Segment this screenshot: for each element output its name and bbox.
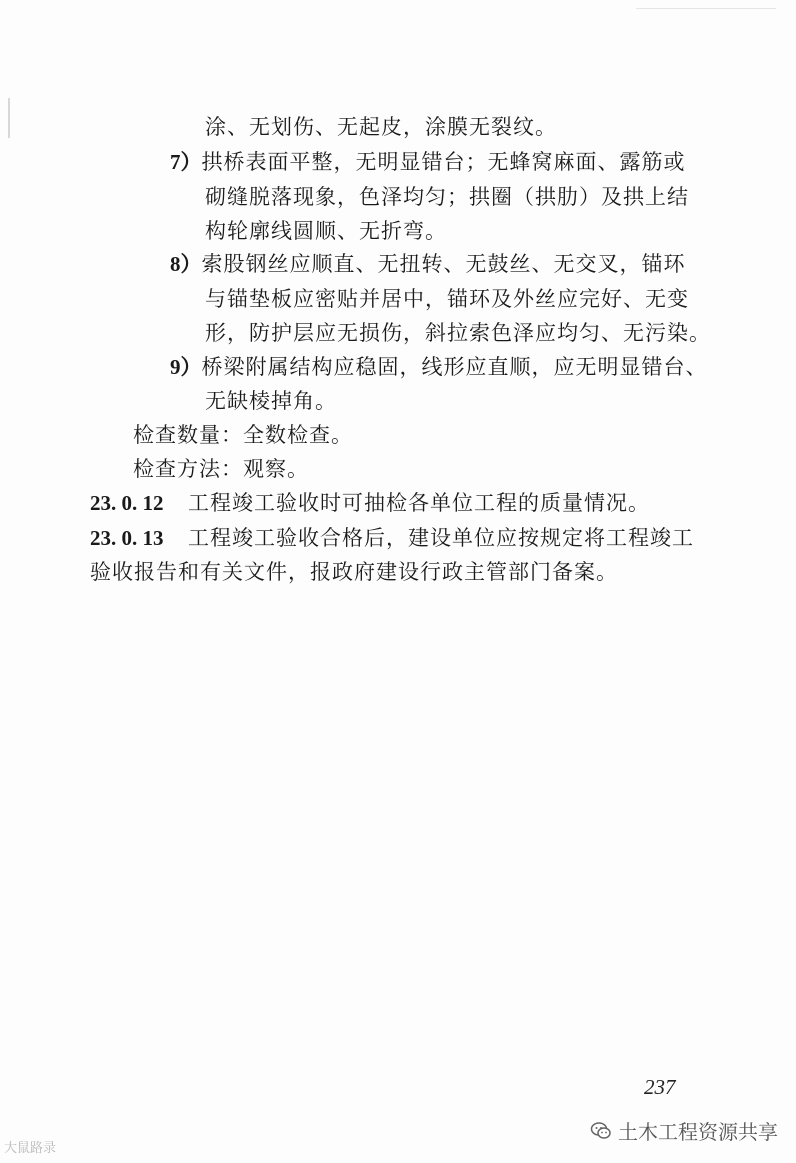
- scan-edge-mark: [8, 98, 10, 138]
- list-number: 8）: [170, 252, 202, 276]
- clause-number: 23. 0. 12: [90, 491, 164, 515]
- list-item-8: [170, 250, 686, 278]
- text-line-7: [205, 319, 711, 347]
- clause-23-0-13: [90, 524, 694, 552]
- wechat-icon: [590, 1120, 612, 1142]
- scan-top-mark: [636, 0, 776, 9]
- check-quantity: [133, 421, 353, 449]
- watermark-left-text: 大鼠路录: [4, 1141, 57, 1156]
- list-item-7: [170, 148, 686, 176]
- line-text: 工程竣工验收合格后，建设单位应按规定将工程竣工: [188, 526, 694, 550]
- text-line-9: [205, 387, 337, 415]
- line-text: 桥梁附属结构应稳固，线形应直顺，应无明显错台、: [201, 355, 708, 379]
- text-line-1: [205, 113, 557, 141]
- line-text: 与锚垫板应密贴并居中，锚环及外丝应完好、无变: [205, 287, 689, 311]
- line-text: 验收报告和有关文件，报政府建设行政主管部门备案。: [90, 560, 618, 584]
- text-line-4: [205, 217, 447, 245]
- text-line-6: [205, 285, 689, 313]
- text-line-3: [205, 183, 689, 211]
- list-number: 9）: [170, 355, 202, 379]
- line-text: 拱桥表面平整，无明显错台；无蜂窝麻面、露筋或: [201, 150, 686, 174]
- line-text: 形，防护层应无损伤，斜拉索色泽应均匀、无污染。: [205, 321, 711, 345]
- text-line-14: [90, 558, 618, 586]
- watermark-right: [590, 1116, 778, 1145]
- line-text: 工程竣工验收时可抽检各单位工程的质量情况。: [188, 491, 650, 515]
- list-number: 7）: [170, 150, 202, 174]
- clause-23-0-12: [90, 489, 650, 517]
- list-item-9: [170, 353, 708, 381]
- line-text: 构轮廓线圆顺、无折弯。: [205, 219, 447, 243]
- page-number: 237: [644, 1075, 676, 1099]
- check-method: [133, 455, 309, 483]
- line-text: 索股钢丝应顺直、无扭转、无鼓丝、无交叉，锚环: [201, 252, 686, 276]
- clause-number: 23. 0. 13: [90, 526, 164, 550]
- line-text: 涂、无划伤、无起皮，涂膜无裂纹。: [205, 115, 557, 139]
- watermark-left: [4, 1137, 56, 1156]
- line-text: 无缺棱掉角。: [205, 389, 337, 413]
- line-text: 检查方法：观察。: [133, 457, 309, 481]
- line-text: 砌缝脱落现象，色泽均匀；拱圈（拱肋）及拱上结: [205, 185, 689, 209]
- line-text: 检查数量：全数检查。: [133, 423, 353, 447]
- watermark-right-text: 土木工程资源共享: [618, 1120, 778, 1144]
